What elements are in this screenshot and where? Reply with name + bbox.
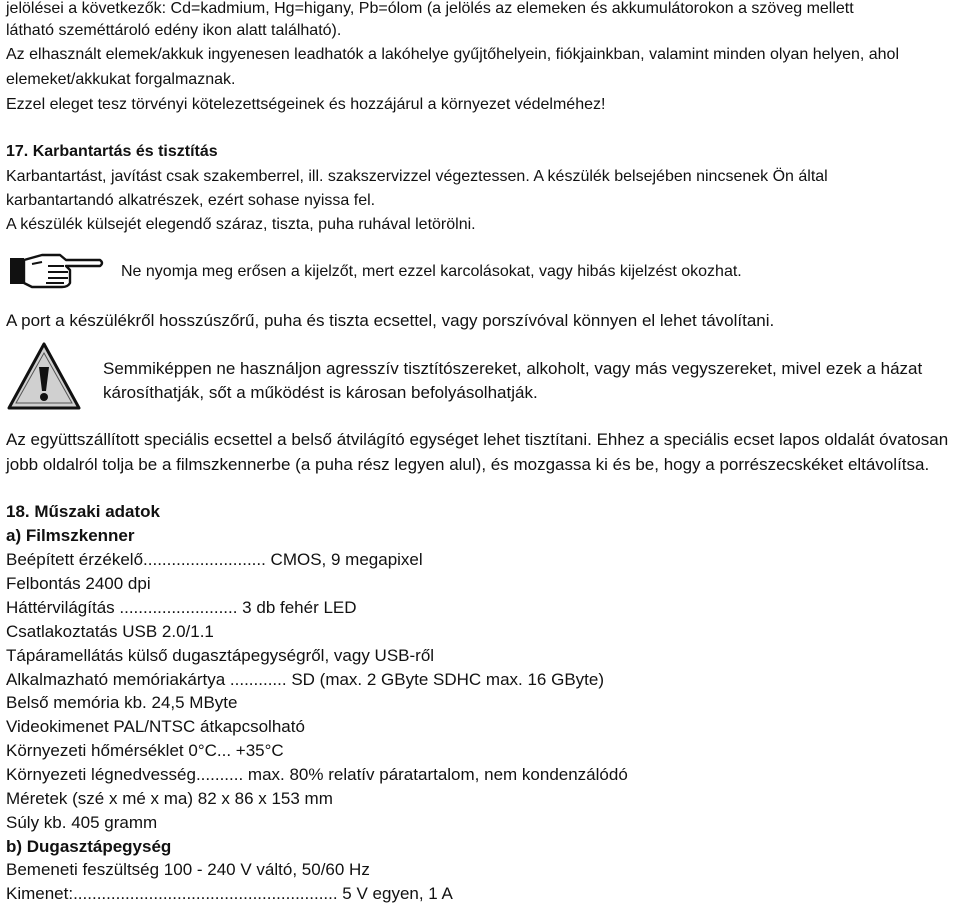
section-17-heading: 17. Karbantartás és tisztítás [6, 143, 218, 160]
spec-b-2: Kimenet:........................................................ 5 V egyen, 1 A [6, 884, 453, 903]
spec-a-8: Videokimenet PAL/NTSC átkapcsolható [6, 717, 305, 736]
dust-text: A port a készülékről hosszúszőrű, puha és tiszta ecsettel, vagy porszívóval könnyen el lehet távolítani. [6, 311, 775, 330]
spec-a-9: Környezeti hőmérséklet 0°C... +35°C [6, 741, 284, 760]
pointing-hand-icon [8, 252, 106, 290]
spec-a-10: Környezeti légnedvesség.......... max. 80% relatív páratartalom, nem kondenzálódó [6, 765, 628, 784]
section-18-heading: 18. Műszaki adatok [6, 502, 161, 521]
intro-line-1: jelölései a következők: Cd=kadmium, Hg=higany, Pb=ólom (a jelölés az elemeken és akkumulátorokon a szöveg mellett [6, 0, 854, 17]
note-text: Ne nyomja meg erősen a kijelzőt, mert ezzel karcolásokat, vagy hibás kijelzést okozhat. [121, 263, 742, 280]
spec-a-7: Belső memória kb. 24,5 MByte [6, 693, 238, 712]
spec-a-1: Beépített érzékelő.......................... CMOS, 9 megapixel [6, 550, 423, 569]
warning-line-1: Semmiképpen ne használjon agresszív tisztítószereket, alkoholt, vagy más vegyszereket, mivel ezek a házat [103, 359, 923, 378]
intro-line-2: látható szeméttároló edény ikon alatt található). [6, 22, 342, 39]
spec-a-3: Háttérvilágítás ......................... 3 db fehér LED [6, 598, 357, 617]
spec-a-2: Felbontás 2400 dpi [6, 574, 151, 593]
subsection-b-heading: b) Dugasztápegység [6, 837, 172, 856]
spec-a-11: Méretek (szé x mé x ma) 82 x 86 x 153 mm [6, 789, 333, 808]
brush-line-1: Az együttszállított speciális ecsettel a belső átvilágító egységet lehet tisztítani. Ehhez a speciális ecset lapos oldalát óvatosan [6, 430, 949, 449]
intro-line-4: elemeket/akkukat forgalmaznak. [6, 71, 236, 88]
maintenance-line-2: karbantartandó alkatrészek, ezért sohase nyissa fel. [6, 192, 376, 209]
spec-a-5: Tápáramellátás külső dugasztápegységről, vagy USB-ről [6, 646, 435, 665]
spec-a-12: Súly kb. 405 gramm [6, 813, 158, 832]
spec-a-6: Alkalmazható memóriakártya ............ SD (max. 2 GByte SDHC max. 16 GByte) [6, 670, 605, 689]
intro-line-3: Az elhasznált elemek/akkuk ingyenesen leadhatók a lakóhelye gyűjtőhelyein, fiókjainkban, valamint minden olyan helyen, ahol [6, 46, 899, 63]
maintenance-line-1: Karbantartást, javítást csak szakemberrel, ill. szakszervizzel végeztessen. A készülék belsejében nincsenek Ön által [6, 168, 828, 185]
brush-line-2: jobb oldalról tolja be a filmszkennerbe (a puha rész legyen alul), és mozgassa ki és be, hogy a porrészecskéket eltávolítsa. [6, 455, 930, 474]
warning-triangle-icon [6, 341, 82, 411]
intro-line-5: Ezzel eleget tesz törvényi kötelezettségeinek és hozzájárul a környezet védelméhez! [6, 96, 606, 113]
subsection-a-heading: a) Filmszkenner [6, 526, 135, 545]
spec-b-1: Bemeneti feszültség 100 - 240 V váltó, 50/60 Hz [6, 860, 370, 879]
maintenance-line-3: A készülék külsejét elegendő száraz, tiszta, puha ruhával letörölni. [6, 216, 476, 233]
warning-line-2: károsíthatják, sőt a működést is károsan befolyásolhatják. [103, 383, 538, 402]
spec-a-4: Csatlakoztatás USB 2.0/1.1 [6, 622, 214, 641]
